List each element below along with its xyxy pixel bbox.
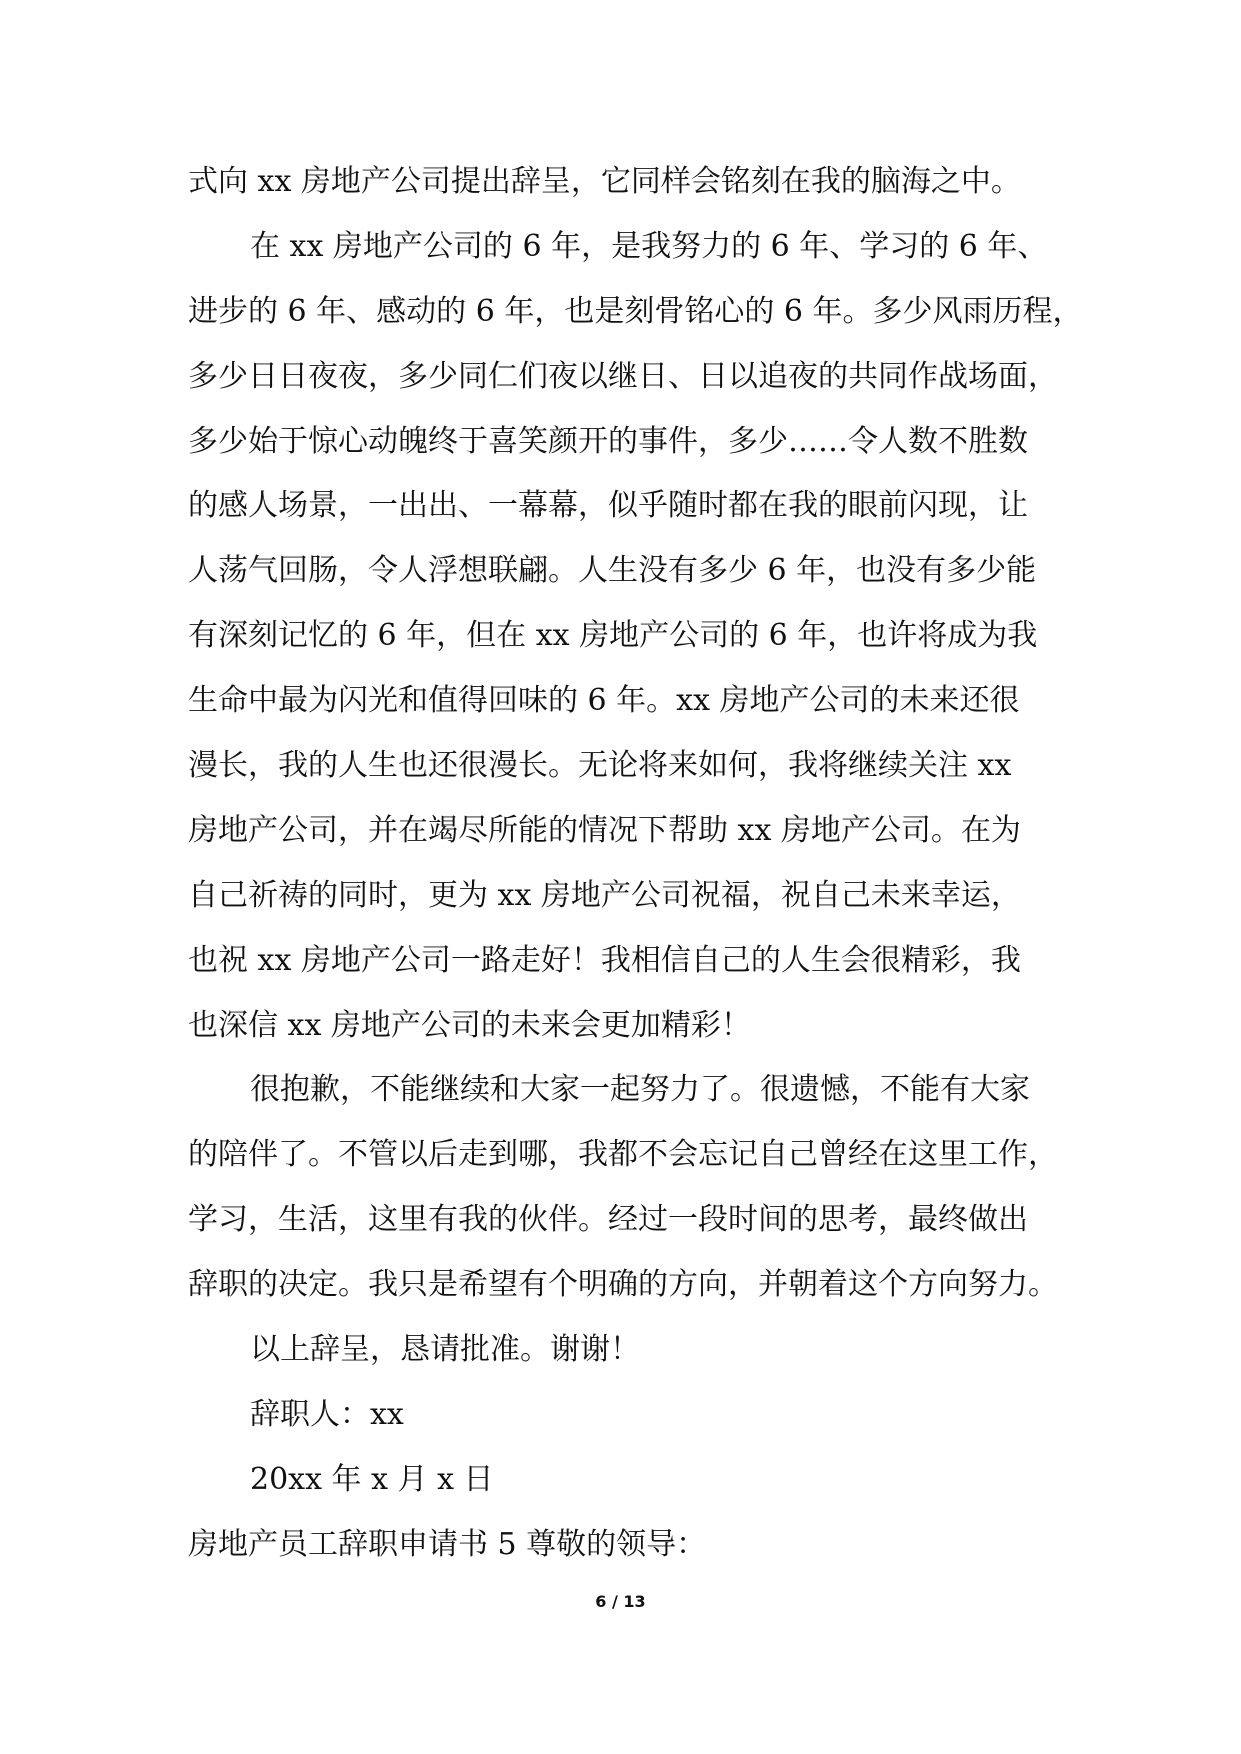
next-section-heading: 房地产员工辞职申请书 5 尊敬的领导： [188, 1526, 707, 1562]
page-number: 6 / 13 [595, 1592, 646, 1611]
text-line: 多少日日夜夜，多少同仁们夜以继日、日以追夜的共同作战场面， [188, 358, 1058, 394]
text-line: 在 xx 房地产公司的 6 年，是我努力的 6 年、学习的 6 年、 [250, 228, 1048, 264]
date-line: 20xx 年 x 月 x 日 [250, 1461, 494, 1497]
text-line: 人荡气回肠，令人浮想联翩。人生没有多少 6 年，也没有多少能 [188, 553, 1037, 589]
text-line: 也深信 xx 房地产公司的未来会更加精彩！ [188, 1007, 751, 1043]
text-line: 很抱歉，不能继续和大家一起努力了。很遗憾，不能有大家 [250, 1072, 1030, 1108]
text-line: 有深刻记忆的 6 年，但在 xx 房地产公司的 6 年，也许将成为我 [188, 618, 1038, 654]
text-line: 自己祈祷的同时，更为 xx 房地产公司祝福，祝自己未来幸运， [188, 877, 1021, 913]
text-line: 的陪伴了。不管以后走到哪，我都不会忘记自己曾经在这里工作， [188, 1137, 1058, 1173]
text-line: 学习，生活，这里有我的伙伴。经过一段时间的思考，最终做出 [188, 1202, 1028, 1238]
text-line: 生命中最为闪光和值得回味的 6 年。xx 房地产公司的未来还很 [188, 683, 1020, 719]
signature-line: 辞职人：xx [250, 1396, 404, 1432]
text-line: 也祝 xx 房地产公司一路走好！我相信自己的人生会很精彩，我 [188, 942, 1021, 978]
text-line: 多少始于惊心动魄终于喜笑颜开的事件，多少……令人数不胜数 [188, 423, 1028, 459]
text-line: 漫长，我的人生也还很漫长。无论将来如何，我将继续关注 xx [188, 748, 1012, 784]
text-line: 的感人场景，一出出、一幕幕，似乎随时都在我的眼前闪现，让 [188, 488, 1028, 524]
text-line: 进步的 6 年、感动的 6 年，也是刻骨铭心的 6 年。多少风雨历程， [188, 293, 1083, 329]
text-line: 辞职的决定。我只是希望有个明确的方向，并朝着这个方向努力。 [188, 1267, 1058, 1303]
text-line: 房地产公司，并在竭尽所能的情况下帮助 xx 房地产公司。在为 [188, 812, 1021, 848]
text-line: 式向 xx 房地产公司提出辞呈，它同样会铭刻在我的脑海之中。 [188, 164, 1021, 199]
body-text [188, 150, 1088, 1578]
closing-line: 以上辞呈，恳请批准。谢谢！ [250, 1332, 640, 1368]
